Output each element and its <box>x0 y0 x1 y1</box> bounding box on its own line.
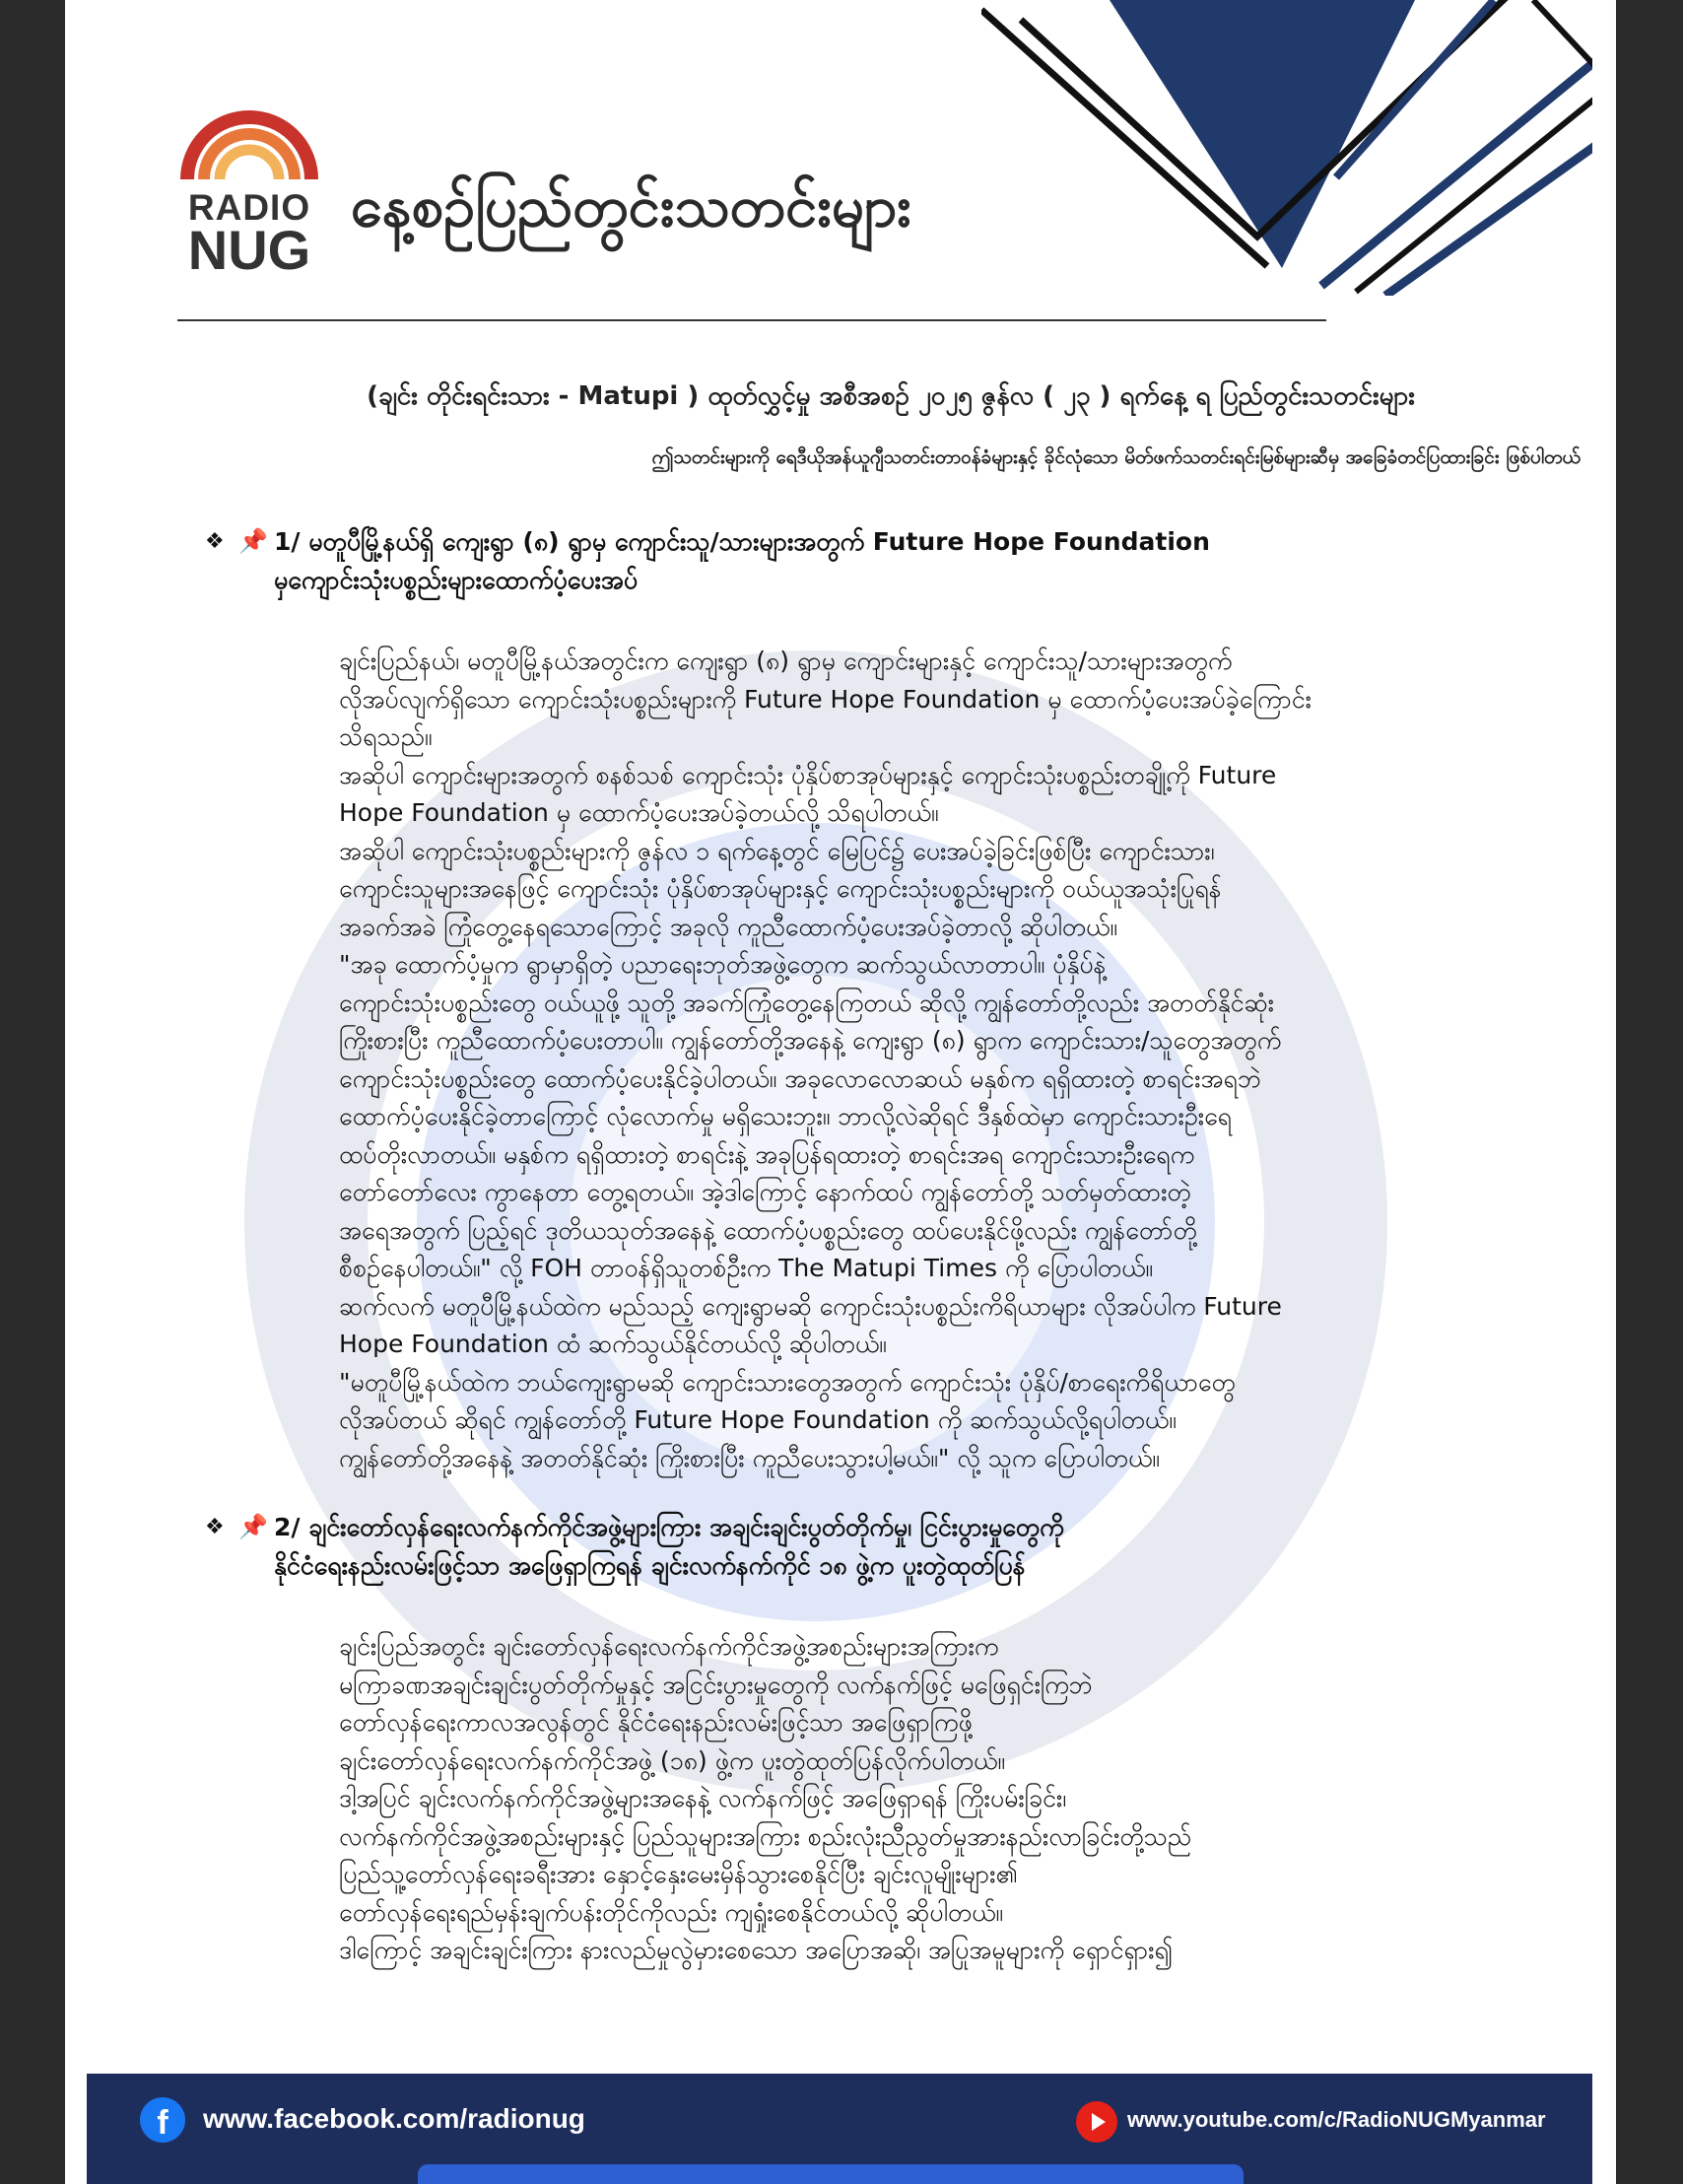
body-line: Hope Foundation မှ ထောက်ပံ့ပေးအပ်ခဲ့တယ်လို့ သိရပါတယ်။ <box>339 798 939 827</box>
body-line: အဆိုပါ ကျောင်းသုံးပစ္စည်းများကို ဇွန်လ ၁ ရက်နေ့တွင် မြေပြင်၌ ပေးအပ်ခဲ့ခြင်းဖြစ်ပြီး ကျောင်းသား၊ <box>339 836 1215 865</box>
facebook-icon[interactable]: f <box>140 2097 185 2143</box>
body-line: လိုအပ်တယ် ဆိုရင် ကျွန်တော်တို့ Future Hope Foundation ကို ဆက်သွယ်လို့ရပါတယ်။ <box>339 1405 1177 1434</box>
news-item-2 <box>205 1508 1592 1970</box>
body-line: ဒါ့အပြင် ချင်းလက်နက်ကိုင်အဖွဲ့များအနေနဲ့ လက်နက်ဖြင့် အဖြေရှာရန် ကြိုးပမ်းခြင်း၊ <box>339 1784 1067 1812</box>
facebook-link[interactable]: www.facebook.com/radionug <box>203 2103 585 2134</box>
youtube-play-icon[interactable] <box>1076 2101 1117 2143</box>
body-line: ပြည်သူ့တော်လှန်ရေးခရီးအား နှောင့်နှေးမေးမှိန်သွားစေနိုင်ပြီး ချင်းလူမျိုးများ၏ <box>339 1860 1018 1888</box>
body-line: ထောက်ပံ့ပေးနိုင်ခဲ့တာကြောင့် လုံလောက်မှု မရှိသေးဘူး။ ဘာလို့လဲဆိုရင် ဒီနှစ်ထဲမှာ ကျောင်းသားဦးရေ <box>339 1102 1232 1130</box>
pushpin-icon: 📌 <box>238 527 268 555</box>
news-item-1-body <box>339 643 1592 1477</box>
body-line: "အခု ထောက်ပံ့မှုက ရွာမှာရှိတဲ့ ပညာရေးဘုတ်အဖွဲ့တွေက ဆက်သွယ်လာတာပါ။ ပုံနှိပ်နဲ့ <box>339 950 1107 979</box>
body-line: အခက်အခဲ ကြုံတွေ့နေရသောကြောင့် အခုလို ကူညီထောက်ပံ့ပေးအပ်ခဲ့တာလို့ ဆိုပါတယ်။ <box>339 912 1117 941</box>
header-decoration <box>981 0 1592 296</box>
body-line: စီစဉ်နေပါတယ်။" လို့ FOH တာဝန်ရှိသူတစ်ဦးက The Matupi Times ကို ပြောပါတယ်။ <box>339 1254 1153 1282</box>
body-line: ချင်းပြည်နယ်၊ မတူပီမြို့နယ်အတွင်းက ကျေးရွာ (၈) ရွာမှ ကျောင်းများနှင့် ကျောင်းသူ/သားများအတွက် <box>339 647 1233 675</box>
pushpin-icon: 📌 <box>238 1513 268 1540</box>
body-line: ထပ်တိုးလာတယ်။ မနှစ်က ရရှိထားတဲ့ စာရင်းနဲ့ အခုပြန်ရထားတဲ့ စာရင်းအရ ကျောင်းသားဦးရေက <box>339 1139 1195 1169</box>
body-line: ကျောင်းသုံးပစ္စည်းတွေ ထောက်ပံ့ပေးနိုင်ခဲ့ပါတယ်။ အခုလောလောဆယ် မနှစ်က ရရှိထားတဲ့ စာရင်းအရဘဲ <box>339 1063 1261 1093</box>
news-item-1 <box>205 522 1592 1477</box>
body-line: ဒါကြောင့် အချင်းချင်းကြား နားလည်မှုလွဲမှားစေသော အပြောအဆို၊ အပြုအမူများကို ရှောင်ရှား၍ <box>339 1936 1174 1964</box>
viewer-left-margin <box>0 0 65 2184</box>
news-item-2-body <box>339 1628 1592 1970</box>
body-line: ဆက်လက် မတူပီမြို့နယ်ထဲက မည်သည့် ကျေးရွာမဆို ကျောင်းသုံးပစ္စည်းကိရိယာများ လိုအပ်ပါက Future <box>339 1291 1282 1321</box>
body-line: ကျွန်တော်တို့အနေနဲ့ အတတ်နိုင်ဆုံး ကြိုးစားပြီး ကူညီပေးသွားပါ့မယ်။" လို့ သူက ပြောပါတယ်။ <box>339 1443 1160 1472</box>
title-divider <box>177 319 1326 321</box>
body-line: မကြာခဏအချင်းချင်းပွတ်တိုက်မှုနှင့် အငြင်းပွားမှုတွေကို လက်နက်ဖြင့် မဖြေရှင်းကြဘဲ <box>339 1670 1093 1699</box>
news-item-2-headline <box>205 1508 1592 1585</box>
viewer-right-margin <box>1616 0 1683 2184</box>
body-line: ကြိုးစားပြီး ကူညီထောက်ပံ့ပေးတာပါ။ ကျွန်တော်တို့အနေနဲ့ ကျေးရွာ (၈) ရွာက ကျောင်းသား/သူတွေအတွက် <box>339 1026 1282 1055</box>
body-line: သိရသည်။ <box>339 722 433 751</box>
body-line: အရေအတွက် ပြည့်ရင် ဒုတိယသုတ်အနေနဲ့ ထောက်ပံ့ပစ္စည်းတွေ ထပ်ပေးနိုင်ဖို့လည်း ကျွန်တော်တို့ <box>339 1215 1197 1245</box>
headline-line: 1/ မတူပီမြို့နယ်ရှိ ကျေးရွာ (၈) ရွာမှ ကျောင်းသူ/သားများအတွက် Future Hope Foundation <box>274 527 1210 556</box>
diamond-bullet-icon: ❖ <box>205 1515 225 1539</box>
footer-accent-tab <box>418 2164 1244 2184</box>
body-line: Hope Foundation ထံ ဆက်သွယ်နိုင်တယ်လို့ ဆိုပါတယ်။ <box>339 1330 887 1358</box>
body-line: ချင်းပြည်အတွင်း ချင်းတော်လှန်ရေးလက်နက်ကိုင်အဖွဲ့အစည်းများအကြားက <box>339 1632 999 1661</box>
body-line: အဆိုပါ ကျောင်းများအတွက် စနစ်သစ် ကျောင်းသုံး ပုံနှိပ်စာအုပ်များနှင့် ကျောင်းသုံးပစ္စည်းတချို့ကို Future <box>339 760 1277 789</box>
headline-line: မှကျောင်းသုံးပစ္စည်းများထောက်ပံ့ပေးအပ် <box>274 566 639 594</box>
youtube-link[interactable]: www.youtube.com/c/RadioNUGMyanmar <box>1127 2107 1546 2132</box>
body-line: လက်နက်ကိုင်အဖွဲ့အစည်းများနှင့် ပြည်သူများအကြား စည်းလုံးညီညွတ်မှုအားနည်းလာခြင်းတို့သည် <box>339 1821 1192 1851</box>
logo-nug-text: NUG <box>187 219 311 281</box>
logo-radio-text: RADIO <box>187 187 311 228</box>
body-line: လိုအပ်လျက်ရှိသော ကျောင်းသုံးပစ္စည်းများကို Future Hope Foundation မှ ထောက်ပံ့ပေးအပ်ခဲ့ကြောင်း <box>339 684 1312 714</box>
body-line: "မတူပီမြို့နယ်ထဲက ဘယ်ကျေးရွာမဆို ကျောင်းသားတွေအတွက် ကျောင်းသုံး ပုံနှိပ်/စာရေးကိရိယာတွေ <box>339 1367 1236 1397</box>
broadcast-headline: (ချင်း တိုင်းရင်းသား - Matupi ) ထုတ်လွှင့်မှု အစီအစဉ် ၂၀၂၅ ဇွန်လ ( ၂၃ ) ရက်နေ့ ရ ပြည်တွင်းသတင်းများ <box>367 381 1415 411</box>
headline-line: 2/ ချင်းတော်လှန်ရေးလက်နက်ကိုင်အဖွဲ့များကြား အချင်းချင်းပွတ်တိုက်မှု၊ ငြင်းပွားမှုတွေကို <box>274 1513 1064 1541</box>
body-line: ကျောင်းသူများအနေဖြင့် ကျောင်းသုံး ပုံနှိပ်စာအုပ်များနှင့် ကျောင်းသုံးပစ္စည်းများကို ဝယ်ယူအသုံးပြုရန် <box>339 874 1222 903</box>
diamond-bullet-icon: ❖ <box>205 529 225 554</box>
radio-nug-logo <box>177 108 321 282</box>
body-line: ကျောင်းသုံးပစ္စည်းတွေ ဝယ်ယူဖို့ သူတို့ အခက်ကြုံတွေ့နေကြတယ် ဆိုလို့ ကျွန်တော်တို့လည်း အတတ်နိုင်ဆုံး <box>339 988 1275 1017</box>
body-line: တော်တော်လေး ကွာနေတာ တွေ့ရတယ်။ အဲ့ဒါကြောင့် နောက်ထပ် ကျွန်တော်တို့ သတ်မှတ်ထားတဲ့ <box>339 1178 1191 1206</box>
logo-arc-icon <box>177 108 321 187</box>
body-line: တော်လှန်ရေးကာလအလွန်တွင် နိုင်ငံရေးနည်းလမ်းဖြင့်သာ အဖြေရှာကြဖို့ <box>339 1708 973 1737</box>
source-note: ဤသတင်းများကို ရေဒီယိုအန်ယူဂျီသတင်းတာဝန်ခံများနှင့် ခိုင်လုံသော မိတ်ဖက်သတင်းရင်းမြစ်များဆီမှ အခြေခံတင်ပြထားခြင်း ဖြစ်ပါတယ် <box>651 446 1581 468</box>
news-item-1-headline <box>205 522 1592 599</box>
body-line: တော်လှန်ရေးရည်မှန်းချက်ပန်းတိုင်ကိုလည်း ကျရှုံးစေနိုင်တယ်လို့ ဆိုပါတယ်။ <box>339 1897 1003 1927</box>
document-page <box>87 0 1592 2184</box>
body-line: ချင်းတော်လှန်ရေးလက်နက်ကိုင်အဖွဲ့ (၁၈) ဖွဲ့က ပူးတွဲထုတ်ပြန်လိုက်ပါတယ်။ <box>339 1745 1005 1775</box>
page-title: နေ့စဉ်ပြည်တွင်းသတင်းများ <box>351 172 911 239</box>
headline-line: နိုင်ငံရေးနည်းလမ်းဖြင့်သာ အဖြေရှာကြရန် ချင်းလက်နက်ကိုင် ၁၈ ဖွဲ့က ပူးတွဲထုတ်ပြန် <box>274 1551 1026 1580</box>
